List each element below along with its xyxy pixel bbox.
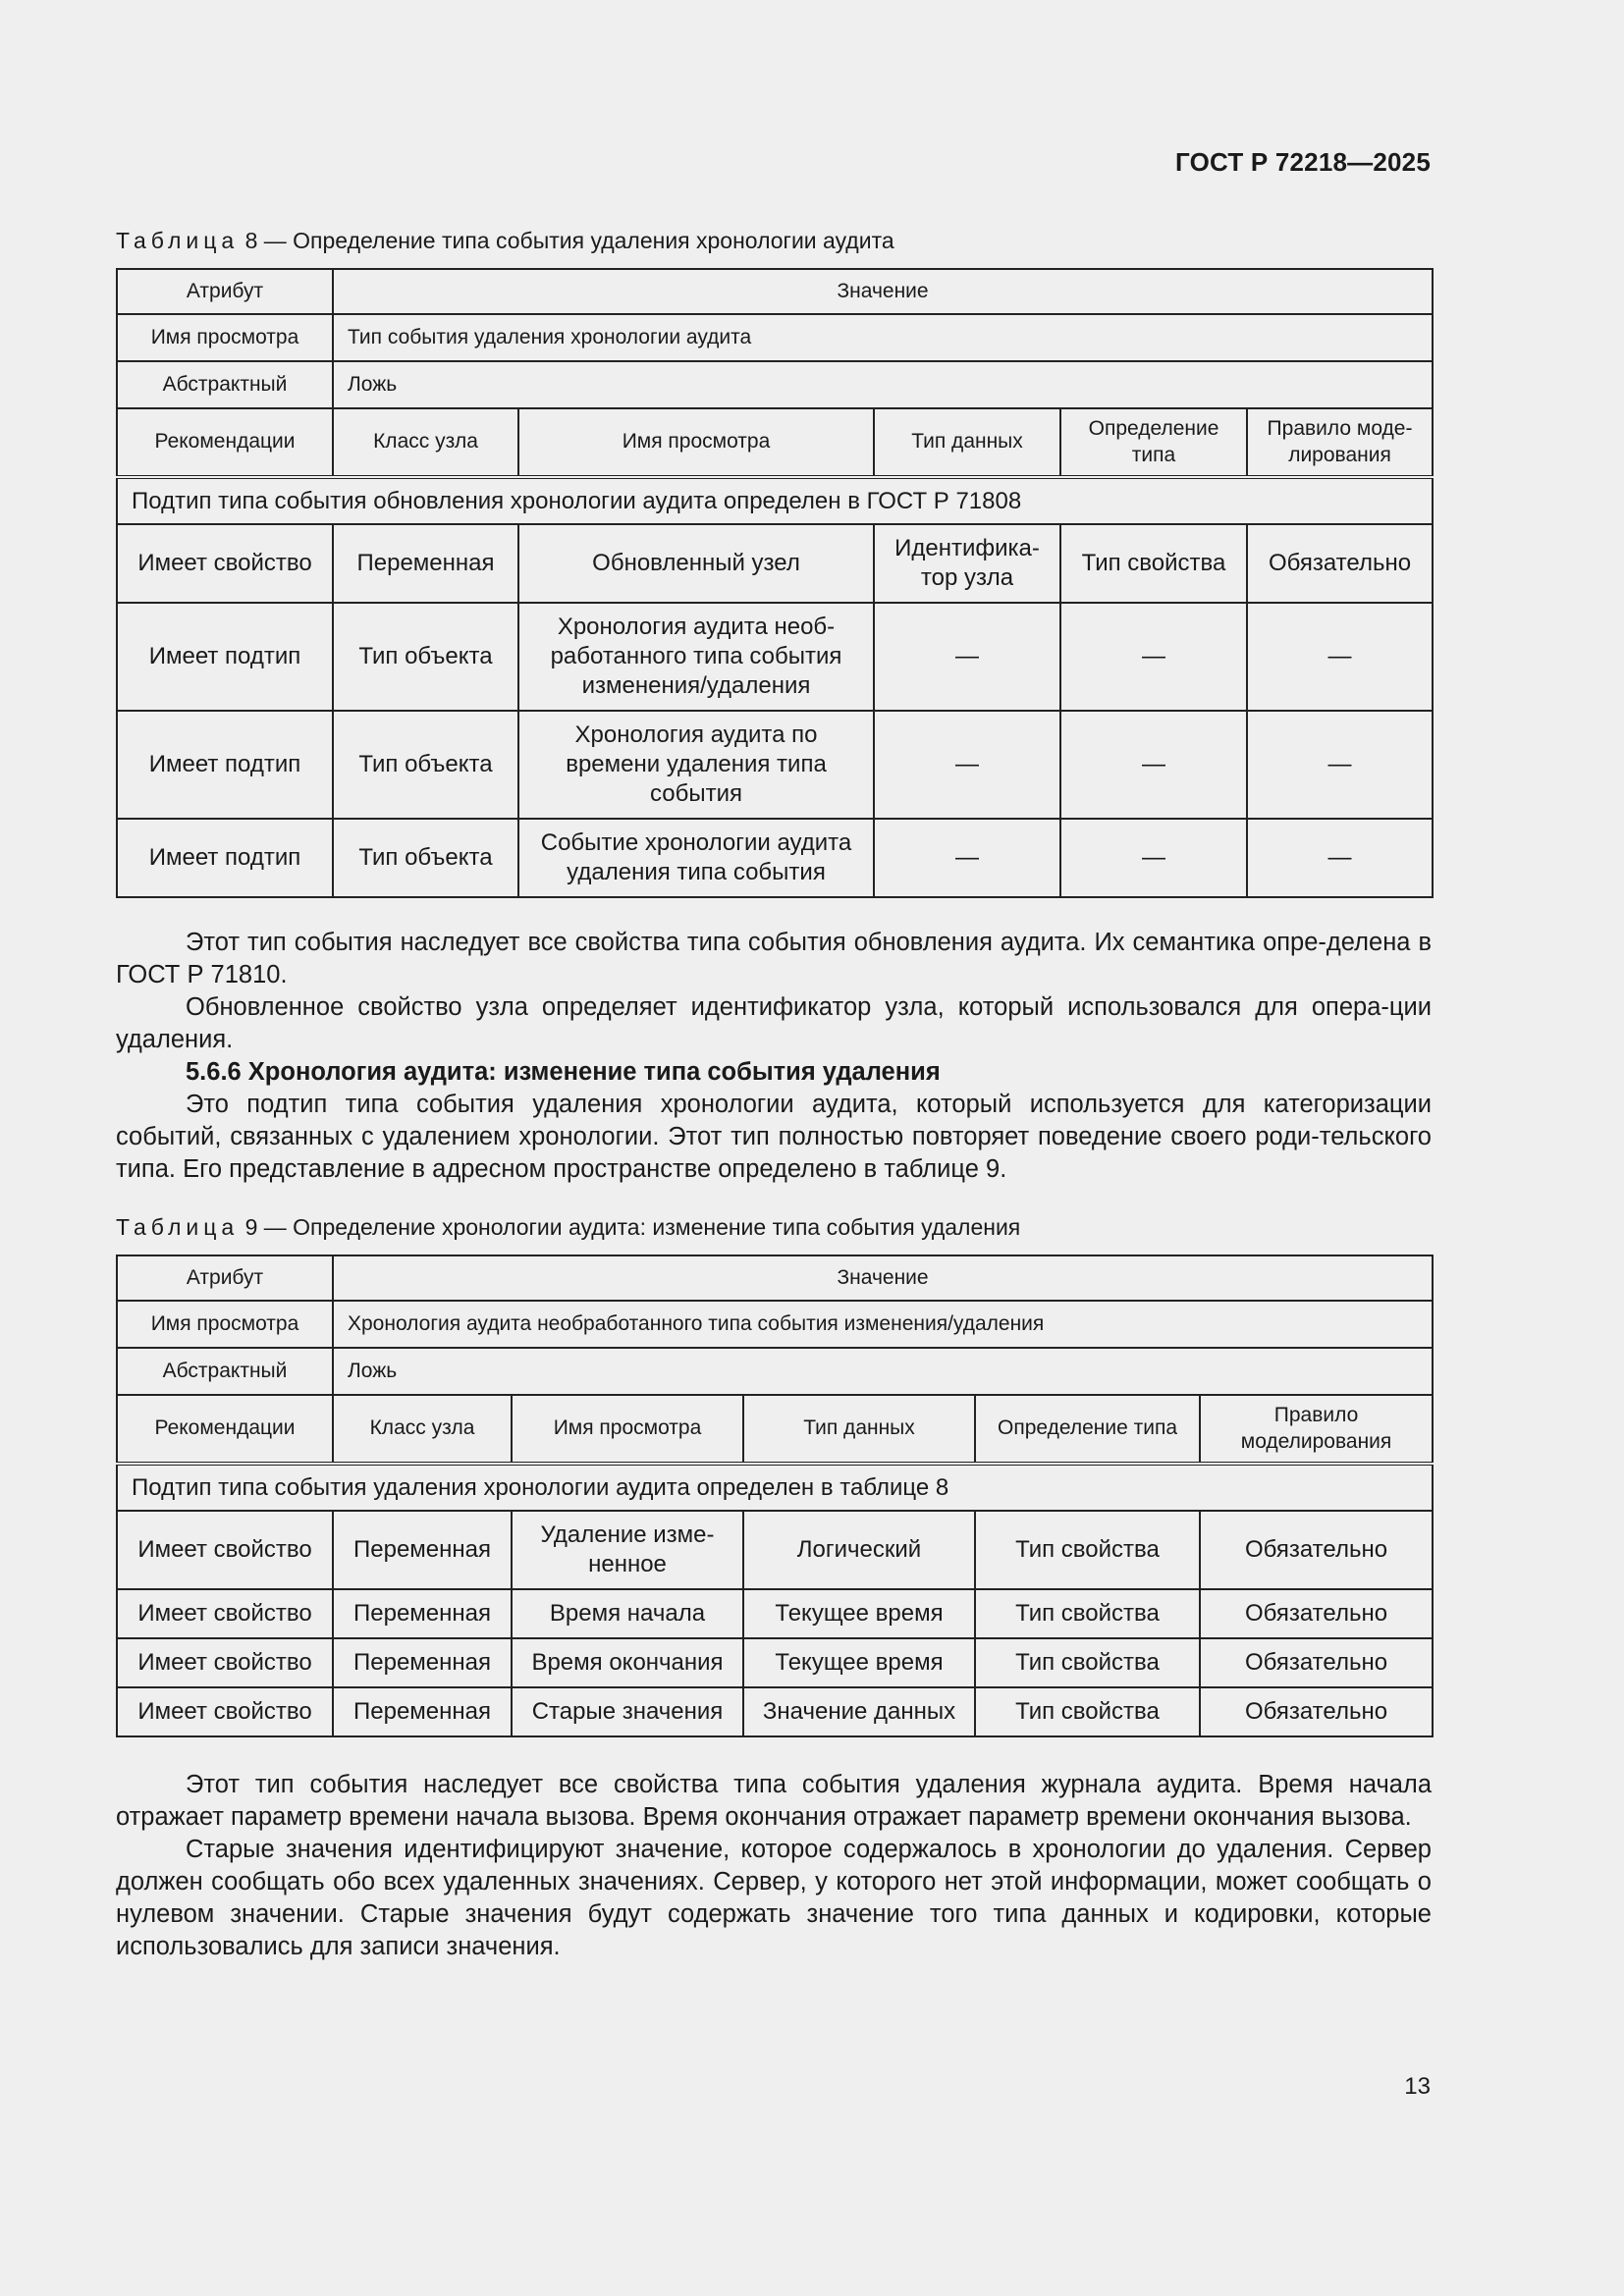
table9-browse-value: Хронология аудита необработанного типа события изменения/удаления [333,1301,1433,1348]
table-cell: — [1247,819,1433,897]
table9-header-row [117,1255,1433,1301]
table9-ref-header: Определение типа [975,1395,1200,1464]
table-cell: Обновленный узел [518,524,874,603]
table9 [116,1255,1434,1737]
table8-browse-value: Тип события удаления хронологии аудита [333,314,1433,361]
table-row [117,1589,1433,1638]
table9-subtype-note: Подтип типа события удаления хронологии аудита определен в таблице 8 [117,1464,1433,1511]
table-cell: Тип свойства [1060,524,1247,603]
table-cell: Имеет свойство [117,1687,333,1736]
table-cell: Обязательно [1247,524,1433,603]
table-row [117,711,1433,819]
table8-caption-text: 8 — Определение типа события удаления хронологии аудита [239,228,894,253]
table-cell: Удаление изме-ненное [512,1511,743,1589]
table8-abstract-row [117,361,1433,408]
table-cell: Хронология аудита необ-работанного типа события изменения/удаления [518,603,874,711]
table-cell: Имеет подтип [117,711,333,819]
table-cell: Логический [743,1511,975,1589]
table-cell: — [874,603,1060,711]
table9-abstract-row [117,1348,1433,1395]
table9-browse-label: Имя просмотра [117,1301,333,1348]
table8-attr-header: Атрибут [117,269,333,314]
table8-subtype-row [117,477,1433,524]
table9-subtype-row [117,1464,1433,1511]
table-cell: Идентифика-тор узла [874,524,1060,603]
table-cell: Имеет свойство [117,524,333,603]
table9-abstract-value: Ложь [333,1348,1433,1395]
table8-ref-header: Класс узла [333,408,518,477]
table-cell: Тип свойства [975,1511,1200,1589]
table-cell: — [1247,603,1433,711]
table8-ref-header-row [117,408,1433,477]
table9-browse-row [117,1301,1433,1348]
table-row [117,603,1433,711]
table-cell: — [1060,603,1247,711]
paragraph: Это подтип типа события удаления хронологии аудита, который используется для категоризации событий, связанных с удалением хронологии. Этот тип полностью повторяет поведение своего роди-тельского типа. Его представление в адресном пространстве определено в таблице 9. [116,1091,1432,1183]
table-cell: — [1247,711,1433,819]
table-cell: Значение данных [743,1687,975,1736]
table-cell: Текущее время [743,1589,975,1638]
table-cell: Переменная [333,1511,512,1589]
table-cell: Время окончания [512,1638,743,1687]
body-text-1 [116,927,1432,1186]
table8-ref-header: Рекомендации [117,408,333,477]
section-heading: 5.6.6 Хронология аудита: изменение типа события удаления [186,1058,941,1086]
table8-ref-header: Определение типа [1060,408,1247,477]
table-row [117,524,1433,603]
table-cell: Имеет подтип [117,819,333,897]
table9-ref-header: Рекомендации [117,1395,333,1464]
table9-ref-header-row [117,1395,1433,1464]
table8 [116,268,1434,898]
table-cell: Тип объекта [333,819,518,897]
table-cell: Имеет свойство [117,1638,333,1687]
table-row [117,1638,1433,1687]
table-cell: Обязательно [1200,1638,1433,1687]
table-cell: — [874,819,1060,897]
table8-header-row [117,269,1433,314]
table8-value-header: Значение [333,269,1433,314]
table8-browse-label: Имя просмотра [117,314,333,361]
table9-ref-header: Тип данных [743,1395,975,1464]
page-number: 13 [1404,2073,1431,2100]
table-cell: Переменная [333,1638,512,1687]
table-cell: Обязательно [1200,1687,1433,1736]
table8-caption-prefix: Таблица [116,228,240,253]
table-cell: Переменная [333,1589,512,1638]
table8-abstract-value: Ложь [333,361,1433,408]
table-cell: Переменная [333,1687,512,1736]
table-cell: Текущее время [743,1638,975,1687]
table-cell: Тип свойства [975,1589,1200,1638]
table9-ref-header: Правило моделирования [1200,1395,1433,1464]
table-cell: Хронология аудита по времени удаления типа события [518,711,874,819]
table-row [117,819,1433,897]
paragraph: Обновленное свойство узла определяет идентификатор узла, который использовался для опера-ции удаления. [116,993,1432,1053]
table9-value-header: Значение [333,1255,1433,1301]
paragraph: Этот тип события наследует все свойства типа события удаления журнала аудита. Время начала отражает параметр времени начала вызова. Время окончания отражает параметр времени окончания вызова. [116,1771,1432,1831]
table-cell: Обязательно [1200,1589,1433,1638]
table-cell: Старые значения [512,1687,743,1736]
paragraph: Этот тип события наследует все свойства типа события обновления аудита. Их семантика опре-делена в ГОСТ Р 71810. [116,929,1432,988]
table8-abstract-label: Абстрактный [117,361,333,408]
table-row [117,1511,1433,1589]
paragraph: Старые значения идентифицируют значение, которое содержалось в хронологии до удаления. Сервер должен сообщать обо всех удаленных значениях. Сервер, у которого нет этой информации, может сообщать о нулевом значении. Старые значения будут содержать значение того типа данных и кодировки, которые использовались для записи значения. [116,1836,1432,1960]
table-cell: Обязательно [1200,1511,1433,1589]
table8-subtype-note: Подтип типа события обновления хронологии аудита определен в ГОСТ Р 71808 [117,477,1433,524]
table9-abstract-label: Абстрактный [117,1348,333,1395]
table-cell: Тип свойства [975,1638,1200,1687]
table9-ref-header: Имя просмотра [512,1395,743,1464]
table-cell: Переменная [333,524,518,603]
table8-ref-header: Правило моде-лирования [1247,408,1433,477]
table-cell: — [874,711,1060,819]
table8-ref-header: Тип данных [874,408,1060,477]
document-code: ГОСТ Р 72218—2025 [1175,147,1431,177]
table-cell: Имеет подтип [117,603,333,711]
table8-ref-header: Имя просмотра [518,408,874,477]
table-row [117,1687,1433,1736]
table9-ref-header: Класс узла [333,1395,512,1464]
table-cell: Имеет свойство [117,1511,333,1589]
table-cell: Время начала [512,1589,743,1638]
table9-caption [116,1214,1020,1241]
body-text-2 [116,1769,1432,1963]
table-cell: Тип объекта [333,603,518,711]
table-cell: Событие хронологии аудита удаления типа события [518,819,874,897]
table8-caption [116,228,894,254]
table9-caption-text: 9 — Определение хронологии аудита: изменение типа события удаления [239,1214,1021,1240]
table-cell: — [1060,819,1247,897]
table-cell: Имеет свойство [117,1589,333,1638]
table9-caption-prefix: Таблица [116,1214,240,1240]
table9-attr-header: Атрибут [117,1255,333,1301]
table-cell: — [1060,711,1247,819]
table-cell: Тип свойства [975,1687,1200,1736]
table8-browse-row [117,314,1433,361]
table-cell: Тип объекта [333,711,518,819]
